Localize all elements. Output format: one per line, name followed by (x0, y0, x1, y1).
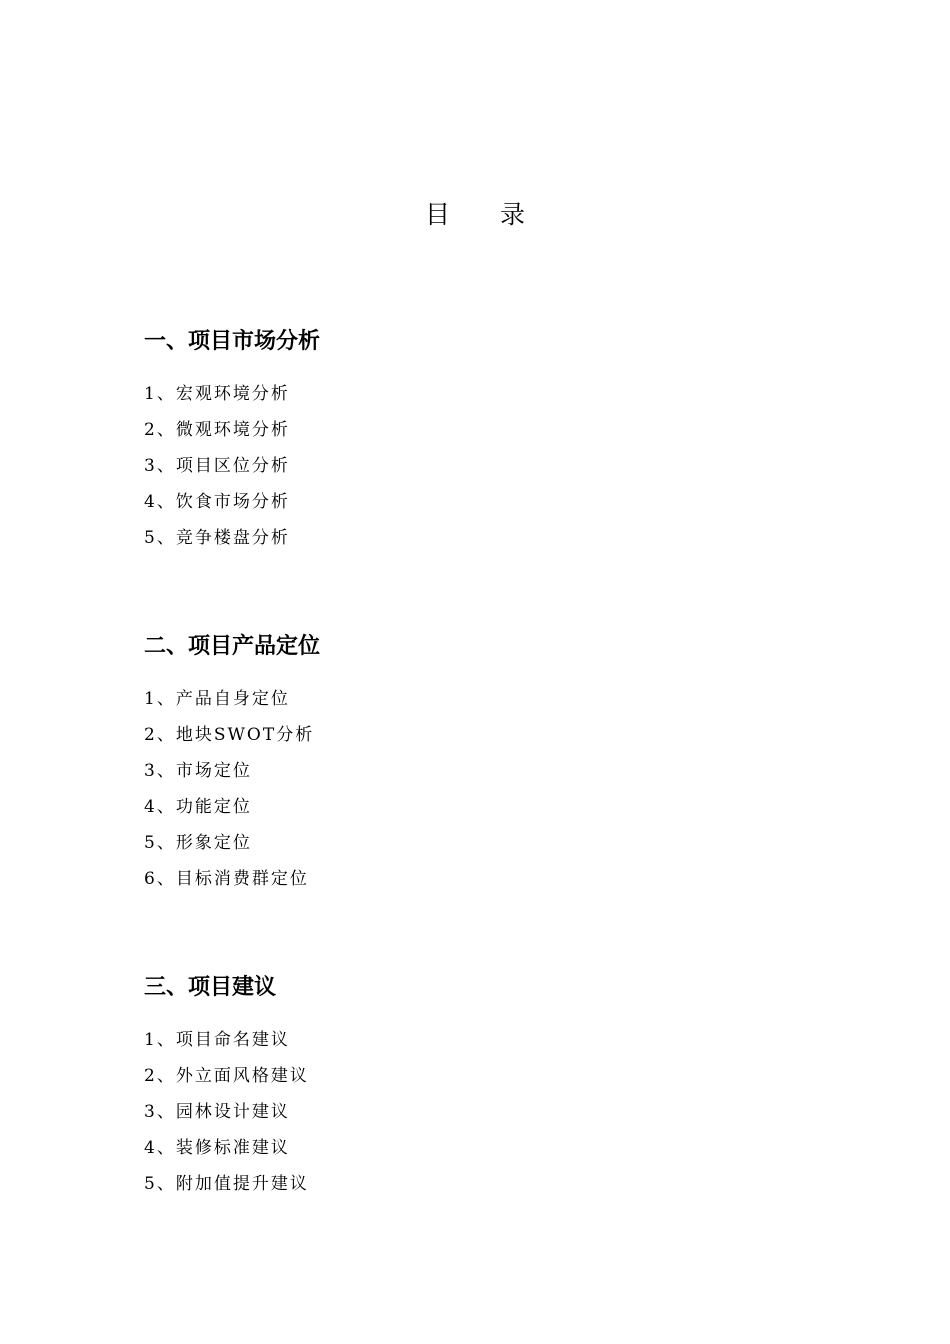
toc-item: 3、市场定位 (144, 761, 252, 781)
toc-item: 1、产品自身定位 (144, 689, 290, 709)
toc-item-list (144, 376, 844, 556)
toc-item: 2、外立面风格建议 (144, 1066, 309, 1086)
toc-item: 3、园林设计建议 (144, 1102, 290, 1122)
page-title (0, 197, 950, 233)
toc-item: 3、项目区位分析 (144, 456, 290, 476)
toc-item: 4、饮食市场分析 (144, 492, 290, 512)
section-heading: 二、项目产品定位 (144, 634, 321, 659)
toc-item: 1、项目命名建议 (144, 1030, 290, 1050)
toc-item: 2、地块SWOT分析 (144, 725, 315, 745)
toc-section-market-analysis (144, 326, 844, 556)
page-title-part-2: 录 (500, 200, 526, 229)
toc-item: 4、装修标准建议 (144, 1138, 290, 1158)
toc-item: 5、竞争楼盘分析 (144, 528, 290, 548)
toc-item-list (144, 1022, 844, 1202)
toc-item: 4、功能定位 (144, 797, 252, 817)
page-title-part-1: 目 (424, 200, 450, 229)
toc-item: 6、目标消费群定位 (144, 869, 309, 889)
section-heading: 一、项目市场分析 (144, 329, 321, 354)
toc-section-project-suggestions (144, 972, 844, 1202)
toc-item-list (144, 681, 844, 897)
toc-item: 1、宏观环境分析 (144, 384, 290, 404)
toc-section-product-positioning (144, 631, 844, 897)
section-heading: 三、项目建议 (144, 975, 277, 1000)
toc-item: 2、微观环境分析 (144, 420, 290, 440)
toc-item: 5、附加值提升建议 (144, 1174, 309, 1194)
toc-item: 5、形象定位 (144, 833, 252, 853)
